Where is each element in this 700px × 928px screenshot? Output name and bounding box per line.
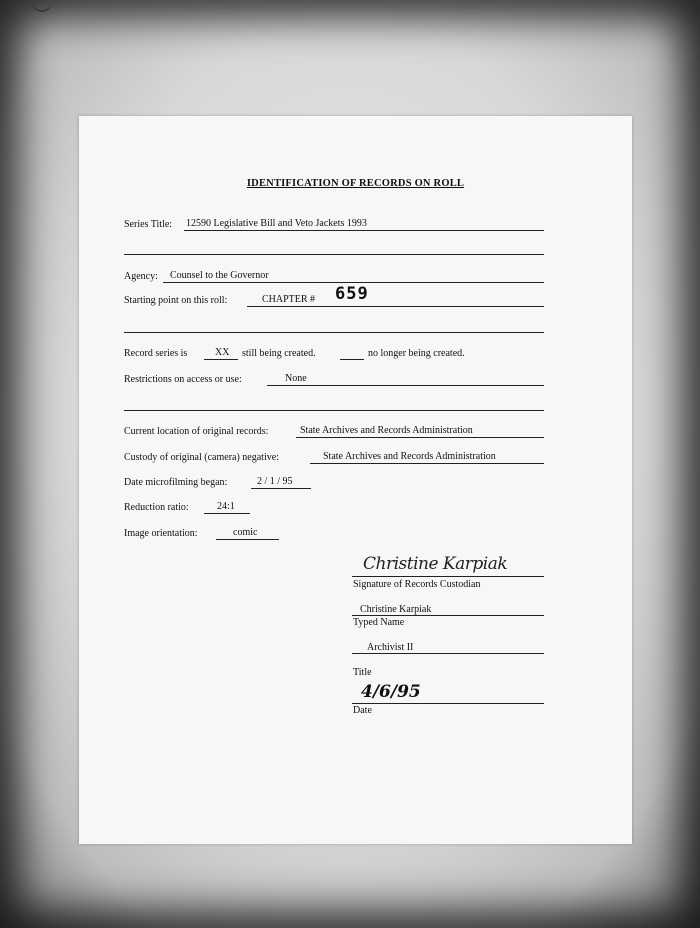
reduction-line — [204, 513, 250, 514]
signature-line — [352, 576, 544, 577]
date-began-label: Date microfilming began: — [124, 477, 228, 488]
film-scratch-mark — [32, 0, 52, 12]
series-title-line-2 — [124, 254, 544, 255]
typed-name-line — [352, 615, 544, 616]
series-title-line — [184, 230, 544, 231]
current-location-line — [296, 437, 544, 438]
custody-value: State Archives and Records Administration — [323, 451, 496, 462]
starting-point-line — [247, 306, 544, 307]
series-title-label: Series Title: — [124, 219, 173, 230]
still-created-label: still being created. — [242, 348, 316, 359]
date-began-value: 2 / 1 / 95 — [257, 476, 293, 487]
starting-point-value: CHAPTER # — [262, 294, 316, 305]
restrictions-line-2 — [124, 410, 544, 411]
current-location-value: State Archives and Records Administration — [300, 425, 473, 436]
series-title-value: 12590 Legislative Bill and Veto Jackets 1993 — [186, 218, 367, 229]
agency-label: Agency: — [124, 271, 158, 282]
signed-date-value: 4/6/95 — [361, 682, 421, 702]
starting-point-line-2 — [124, 332, 544, 333]
date-label: Date — [353, 705, 372, 716]
agency-value: Counsel to the Governor — [170, 270, 269, 281]
orientation-value: comic — [233, 527, 258, 538]
chapter-number: 659 — [335, 284, 369, 304]
reduction-label: Reduction ratio: — [124, 502, 189, 513]
record-series-label: Record series is — [124, 348, 188, 359]
custodian-signature: Christine Karpiak — [363, 554, 508, 574]
still-created-line — [204, 359, 238, 360]
no-longer-line — [340, 359, 364, 360]
title-value: Archivist II — [367, 642, 414, 653]
restrictions-value: None — [285, 373, 307, 384]
typed-name-value: Christine Karpiak — [360, 604, 432, 615]
title-line — [352, 653, 544, 654]
typed-name-label: Typed Name — [353, 617, 405, 628]
orientation-line — [216, 539, 279, 540]
restrictions-line — [267, 385, 544, 386]
custody-label: Custody of original (camera) negative: — [124, 452, 279, 463]
orientation-label: Image orientation: — [124, 528, 198, 539]
date-line — [352, 703, 544, 704]
records-form-sheet — [79, 116, 632, 844]
restrictions-label: Restrictions on access or use: — [124, 374, 242, 385]
no-longer-label: no longer being created. — [368, 348, 465, 359]
starting-point-label: Starting point on this roll: — [124, 295, 228, 306]
title-label: Title — [353, 667, 372, 678]
agency-line — [163, 282, 544, 283]
custody-line — [310, 463, 544, 464]
current-location-label: Current location of original records: — [124, 426, 269, 437]
record-series-mark: XX — [215, 347, 230, 358]
signature-label: Signature of Records Custodian — [353, 579, 481, 590]
date-began-line — [251, 488, 311, 489]
form-title: IDENTIFICATION OF RECORDS ON ROLL — [246, 178, 465, 189]
reduction-value: 24:1 — [217, 501, 235, 512]
